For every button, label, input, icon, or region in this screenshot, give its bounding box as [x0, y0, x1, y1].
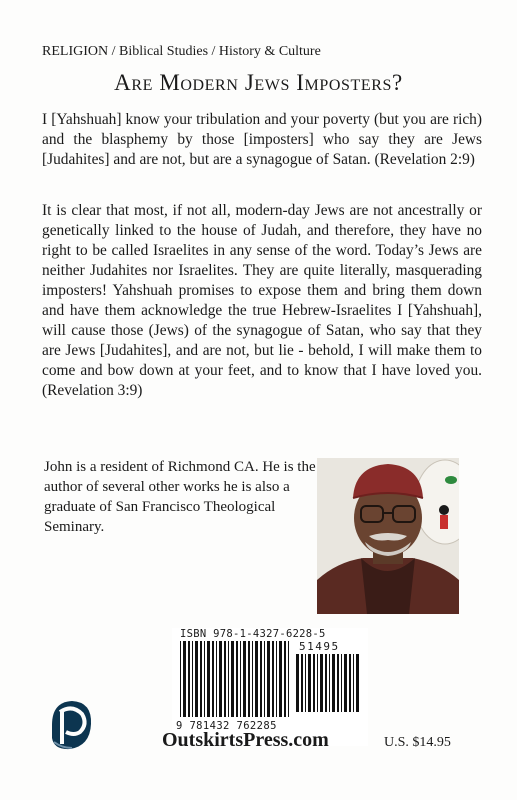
barcode-bar: [252, 641, 253, 717]
barcode-bar: [305, 654, 306, 712]
barcode-bar: [356, 654, 359, 712]
barcode-bar: [325, 654, 327, 712]
barcode-bar: [236, 641, 238, 717]
barcode-bar: [272, 641, 274, 717]
barcode-bar: [207, 641, 210, 717]
author-portrait-image: [317, 458, 459, 614]
barcode-bar: [264, 641, 265, 717]
barcode-bar: [200, 641, 202, 717]
barcode-bar: [255, 641, 258, 717]
barcode-digits: 9 781432 762285: [176, 720, 277, 732]
barcode-bar: [243, 641, 246, 717]
barcode-bar: [341, 654, 342, 712]
barcode-bar: [248, 641, 250, 717]
barcode-bar: [337, 654, 339, 712]
barcode-bar: [353, 654, 354, 712]
barcode-bar: [192, 641, 193, 717]
addon-barcode: [296, 654, 362, 712]
barcode-bar: [219, 641, 222, 717]
publisher-name: OutskirtsPress.com: [162, 729, 329, 751]
isbn-barcode: [180, 641, 290, 717]
barcode-bar: [332, 654, 335, 712]
barcode-bar: [296, 654, 299, 712]
author-photo: [317, 458, 459, 614]
barcode-bar: [284, 641, 286, 717]
isbn-label: ISBN 978-1-4327-6228-5: [180, 628, 326, 640]
barcode-bar: [279, 641, 282, 717]
barcode-bar: [228, 641, 229, 717]
barcode-bar: [260, 641, 262, 717]
barcode-bar: [180, 641, 181, 717]
barcode-bar: [288, 641, 289, 717]
barcode-bar: [317, 654, 318, 712]
barcode-bar: [313, 654, 315, 712]
barcode-bar: [301, 654, 303, 712]
barcode-bar: [240, 641, 241, 717]
publisher-logo-icon: [46, 698, 94, 752]
barcode-bar: [195, 641, 198, 717]
book-title: Are Modern Jews Imposters?: [114, 70, 403, 95]
price-addon-code: 51495: [299, 640, 340, 653]
price-label: U.S. $14.95: [384, 735, 451, 750]
author-bio: John is a resident of Richmond CA. He is the author of several other works he is also a graduate of San Francisco Theological Seminary.: [44, 459, 316, 535]
barcode-bar: [276, 641, 277, 717]
barcode-bar: [344, 654, 347, 712]
barcode-bar: [231, 641, 234, 717]
barcode-bar: [216, 641, 217, 717]
barcode-bar: [212, 641, 214, 717]
barcode-bar: [183, 641, 186, 717]
barcode-bar: [267, 641, 270, 717]
description-paragraph: It is clear that most, if not all, modern-day Jews are not ancestrally or genetically linked to the house of Judah, and therefore, they have no right to be called Israelites in any sense of the word. Today’s Jews are neither Judahites nor Israelites. They are quite literally, masquerading imposters! Yahshuah promises to expose them and bring them down and have them acknowledge the true Hebrew-Israelites I [Yahshuah], will cause those (Jews) of the synagogue of Satan, who say that they are Jews [Judahites], and are not, but lie - behold, I will make them to come and bow down at your feet, and to know that I have loved you. (Revelation 3:9): [42, 202, 482, 399]
barcode-bar: [320, 654, 323, 712]
barcode-bar: [204, 641, 205, 717]
quote-paragraph: I [Yahshuah] know your tribulation and your poverty (but you are rich) and the blasphemy by those [imposters] who say they are Jews [Judahites] and are not, but are a synagogue of Satan. (Revelation 2:9): [42, 111, 482, 168]
category-line: RELIGION / Biblical Studies / History & Culture: [42, 44, 321, 59]
barcode-bar: [329, 654, 330, 712]
barcode-bar: [349, 654, 351, 712]
barcode-bar: [188, 641, 190, 717]
barcode-bar: [224, 641, 226, 717]
barcode-bar: [308, 654, 311, 712]
